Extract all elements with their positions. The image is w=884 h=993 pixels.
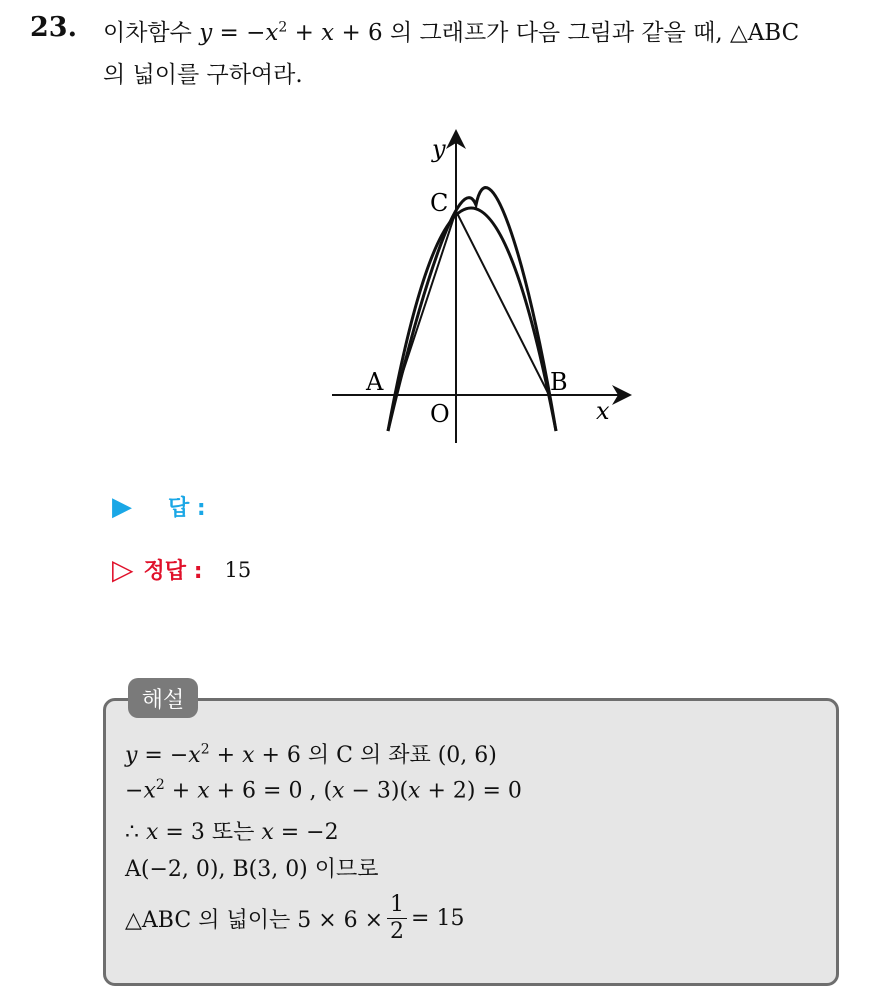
correct-answer-value: 15: [224, 557, 252, 582]
origin-label: O: [430, 400, 450, 428]
solution-line2: $-x^2 + x + 6 = 0$ , (x − 3)(x + 2) = 0: [125, 777, 522, 804]
answer-label: 답 :: [168, 496, 206, 521]
question-number: 23.: [30, 12, 77, 43]
correct-answer-label: 정답 :: [143, 559, 203, 584]
x-axis-label: x: [596, 397, 610, 425]
y-axis-label: y: [432, 135, 446, 163]
fraction-one-half: $\frac{1}{2}$: [387, 892, 407, 945]
solution-line1: $y = -x^2 + x + 6$ 의 C 의 좌표 (0, 6): [125, 741, 497, 768]
point-b-label: B: [550, 368, 568, 396]
outline-triangle-icon: ▷: [112, 553, 134, 586]
answer-row: [112, 491, 206, 522]
solution-line5: △ABC 의 넓이는 5 × 6 × $\frac{1}{2}$ = 15: [125, 892, 465, 944]
question-text-line1: 이차함수 $y = -x^2 + x + 6$ 의 그래프가 다음 그림과 같을 때, △ABC: [103, 19, 800, 46]
point-c-label: C: [430, 189, 449, 217]
point-a-label: A: [366, 368, 384, 396]
parabola-graph: [310, 125, 640, 455]
question-text-line2: 의 넓이를 구하여라.: [103, 62, 303, 88]
solution-line4: A(−2, 0), B(3, 0) 이므로: [125, 857, 379, 882]
correct-answer-row: [112, 553, 251, 586]
solution-line3: ∴ x = 3 또는 x = −2: [125, 820, 339, 845]
filled-triangle-icon: ▶: [112, 491, 132, 522]
solution-tab: 해설: [128, 678, 198, 718]
